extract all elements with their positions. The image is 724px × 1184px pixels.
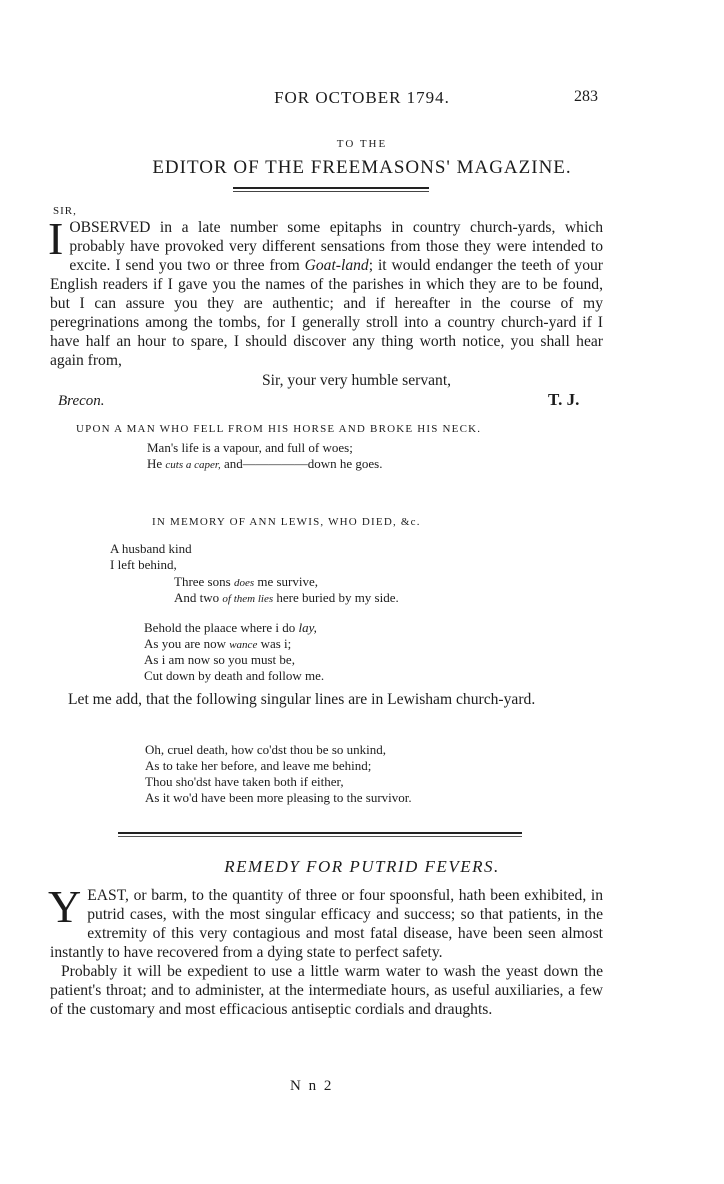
verse-line: As i am now so you must be, bbox=[144, 652, 295, 667]
page-number: 283 bbox=[574, 88, 598, 105]
verse-line: He cuts a caper, and—————down he goes. bbox=[147, 456, 383, 471]
epitaph2-title: IN MEMORY OF ANN LEWIS, WHO DIED, &c. bbox=[152, 516, 421, 528]
verse-line: Man's life is a vapour, and full of woes; bbox=[147, 440, 353, 455]
epitaph1-title: UPON A MAN WHO FELL FROM HIS HORSE AND BROKE HIS NECK. bbox=[76, 423, 482, 435]
letter-text-part2: ; it would endanger the teeth of your English readers if I gave you the names of the parishes in which they are to be found, but I can assure you they are authentic; and if hereafter in the course of my peregrinations among the tombs, for I generally stroll into a country church-yard if I have half an hour to spare, I should discover any thing worth notice, you shall hear again from, bbox=[50, 257, 604, 369]
catchword: N n 2 bbox=[290, 1078, 334, 1094]
verse-line: Three sons does me survive, bbox=[174, 574, 319, 589]
verse-line: I left behind, bbox=[110, 557, 177, 572]
section-divider-thin bbox=[118, 836, 522, 837]
divider-rule-thin bbox=[233, 191, 429, 192]
to-the-line: TO THE bbox=[336, 138, 388, 150]
verse-line: Thou sho'dst have taken both if either, bbox=[145, 774, 344, 789]
running-head: FOR OCTOBER 1794. bbox=[274, 88, 450, 107]
letter-initials: T. J. bbox=[548, 390, 580, 409]
section-divider bbox=[118, 832, 522, 834]
letter-body bbox=[48, 213, 604, 370]
letter-addressee: EDITOR OF THE FREEMASONS' MAGAZINE. bbox=[152, 157, 572, 178]
divider-rule bbox=[233, 187, 429, 189]
verse-line: As you are now wance was i; bbox=[144, 636, 292, 651]
salutation: SIR, bbox=[53, 205, 77, 217]
remedy-paragraph-1: or barm, to the quantity of three or four spoonsful, hath been exhibited, in putrid cases, with the most singular efficacy and success; so that patients, in the extremity of this very contagious and most fatal disease, have been seen almost instantly to have recovered from a dying state to perfect safety. bbox=[50, 887, 603, 961]
letter-signoff: Sir, your very humble servant, bbox=[262, 372, 452, 389]
verse-line: As to take her before, and leave me behind; bbox=[145, 758, 372, 773]
lewisham-remark: Let me add, that the following singular lines are in Lewisham church-yard. bbox=[68, 691, 536, 708]
remedy-first-word: EAST, bbox=[87, 887, 129, 904]
letter-place: Brecon. bbox=[58, 393, 105, 409]
letter-first-word: OBSERVED bbox=[69, 219, 151, 236]
remedy-body bbox=[48, 881, 603, 1019]
remedy-title: REMEDY FOR PUTRID FEVERS. bbox=[224, 857, 500, 876]
drop-cap: Y bbox=[48, 881, 82, 932]
goat-land-word: Goat-land bbox=[304, 257, 369, 274]
drop-cap: I bbox=[48, 213, 64, 264]
verse-line: Cut down by death and follow me. bbox=[144, 668, 325, 683]
verse-line: And two of them lies here buried by my side. bbox=[174, 590, 399, 605]
remedy-paragraph-2: Probably it will be expedient to use a little warm water to wash the yeast down the patient's throat; and to administer, at the intermediate hours, as useful auxiliaries, a few of the customary and most efficacious antiseptic cordials and draughts. bbox=[50, 963, 603, 1018]
verse-line: Oh, cruel death, how co'dst thou be so unkind, bbox=[145, 742, 386, 757]
verse-line: A husband kind bbox=[110, 541, 192, 556]
letter-text-part1: in a late number some epitaphs in country church-yards, which probably have provoked very different sensations from those they were intended to excite. I send you two or three from bbox=[69, 219, 603, 274]
verse-line: Behold the plaace where i do lay, bbox=[144, 620, 317, 635]
verse-line: As it wo'd have been more pleasing to the survivor. bbox=[145, 790, 412, 805]
